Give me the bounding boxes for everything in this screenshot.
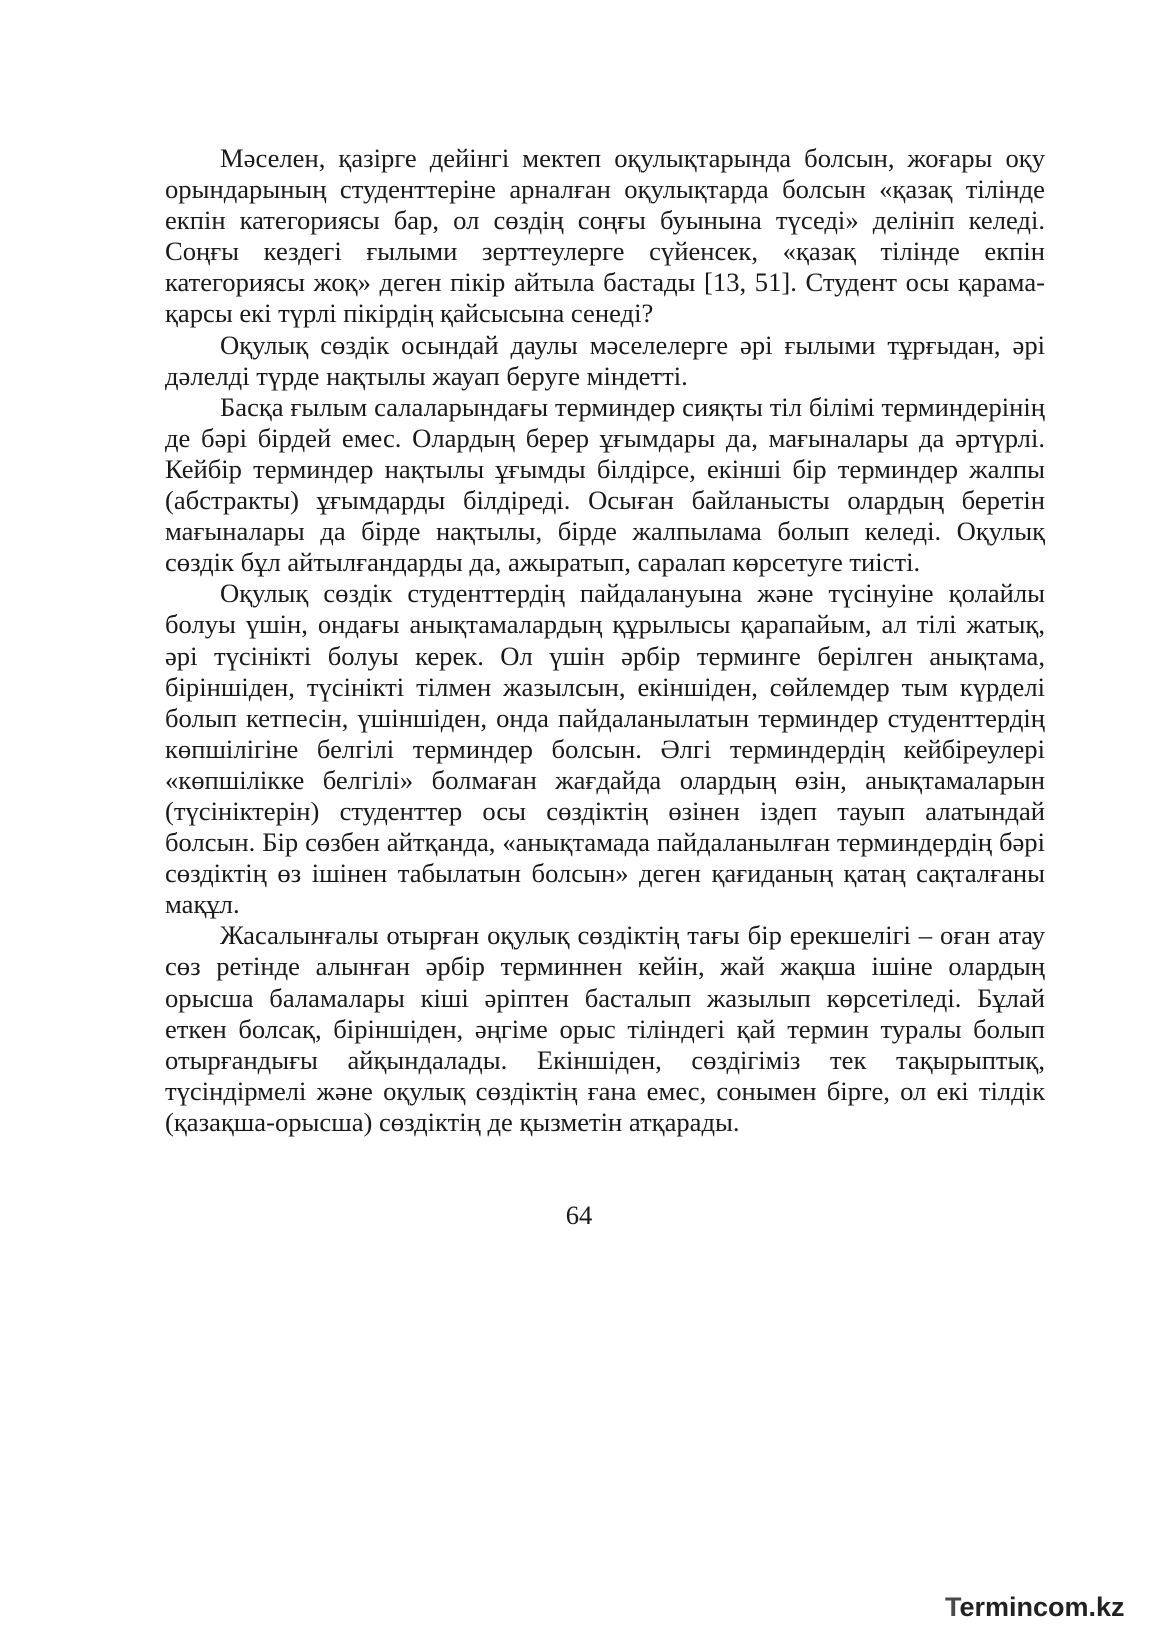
watermark-initial: T (945, 1592, 960, 1622)
paragraph: Басқа ғылым салаларындағы терминдер сияқты тіл білімі терминдерінің де бәрі бірдей емес. Олардың берер ұғымдары да, мағыналары да әртүрлі. Кейбір терминдер нақтылы ұғымды білдірсе, екінші бір терминдер жалпы (абстракты) ұғымдарды білдіреді. Осыған байланысты олардың беретін мағыналары да бірде нақтылы, бірде жалпылама болып келеді. Оқулық сөздік бұл айтылғандарды да, ажыратып, саралап көрсетуге тиісті. (165, 391, 1045, 578)
paragraph: Оқулық сөздік студенттердің пайдалануына және түсінуіне қолайлы болуы үшін, ондағы анықтамалардың құрылысы қарапайым, ал тілі жатық, әрі түсінікті болуы керек. Ол үшін әрбір терминге берілген анықтама, біріншіден, түсінікті тілмен жазылсын, екіншіден, сөйлемдер тым күрделі болып кетпесін, үшіншіден, онда пайдаланылатын терминдер студенттердің көпшілігіне белгілі терминдер болсын. Әлгі терминдердің кейбіреулері «көпшілікке белгілі» болмаған жағдайда олардың өзін, анықтамаларын (түсініктерін) студенттер осы сөздіктің өзінен іздеп тауып алатындай болсын. Бір сөзбен айтқанда, «анықтамада пайдаланылған терминдердің бәрі сөздіктің өз ішінен табылатын болсын» деген қағиданың қатаң сақталғаны мақұл. (165, 578, 1045, 920)
paragraph: Оқулық сөздік осындай даулы мәселелерге әрі ғылыми тұрғыдан, әрі дәлелді түрде нақтылы жауап беруге міндетті. (165, 329, 1045, 391)
watermark-logo (945, 1592, 1150, 1632)
watermark-rest: ermincom.kz (959, 1592, 1125, 1622)
page-number: 64 (565, 1200, 593, 1230)
page-body (165, 143, 1045, 1138)
paragraph: Жасалынғалы отырған оқулық сөздіктің тағы бір ерекшелігі – оған атау сөз ретінде алынған әрбір терминнен кейін, жай жақша ішіне олардың орысша баламалары кіші әріптен басталып жазылып көрсетіледі. Бұлай еткен болсақ, біріншіден, әңгіме орыс тіліндегі қай термин туралы болып отырғандығы айқындалады. Екіншіден, сөздігіміз тек тақырыптық, түсіндірмелі және оқулық сөздіктің ғана емес, сонымен бірге, ол екі тілдік (қазақша-орысша) сөздіктің де қызметін атқарады. (165, 920, 1045, 1137)
paragraph: Мәселен, қазірге дейінгі мектеп оқулықтарында болсын, жоғары оқу орындарының студенттеріне арналған оқулықтарда болсын «қазақ тілінде екпін категориясы бар, ол сөздің соңғы буынына түседі» делініп келеді. Соңғы кездегі ғылыми зерттеулерге сүйенсек, «қазақ тілінде екпін категориясы жоқ» деген пікір айтыла бастады [13, 51]. Студент осы қарама-қарсы екі түрлі пікірдің қайсысына сенеді? (165, 143, 1045, 329)
